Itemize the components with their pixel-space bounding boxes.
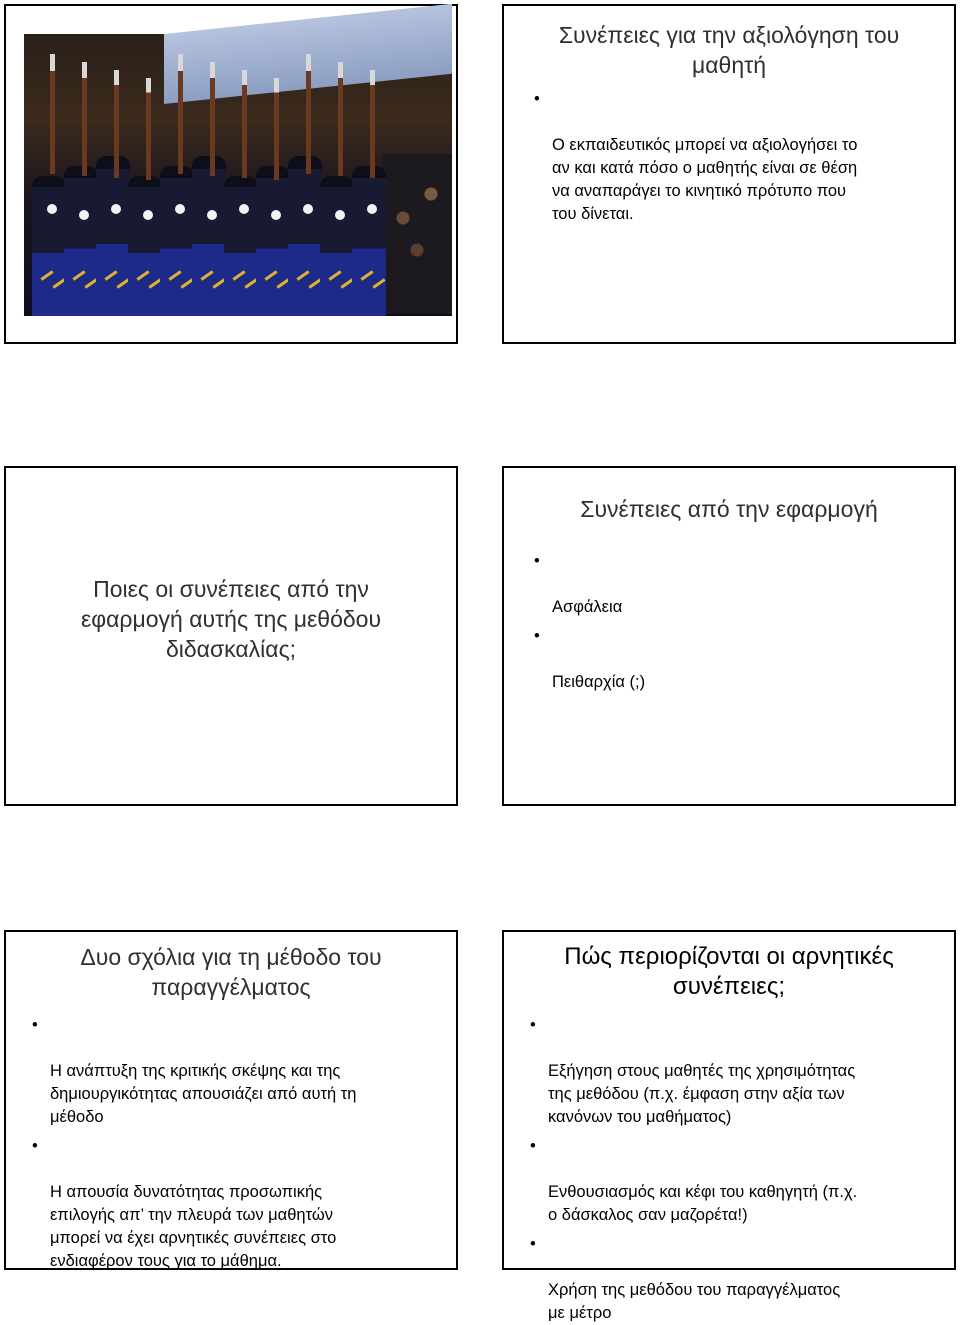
bullet-icon: •	[534, 627, 540, 645]
slide-title: Συνέπειες από την εφαρμογή	[580, 496, 878, 522]
glove	[335, 210, 345, 220]
soldier	[192, 156, 226, 316]
bullet-text: Εξήγηση στους μαθητές της χρησιμότητας της μεθόδου (π.χ. έμφαση στην αξία των κανόνων του μαθήματος)	[548, 1062, 856, 1126]
bullet-text: Η απουσία δυνατότητας προσωπικής επιλογής απ’ την πλευρά των μαθητών μπορεί να έχει αρνητικές συνέπειες στο ενδιαφέρον τους για το μάθημα.	[50, 1183, 337, 1270]
slide-question	[4, 466, 458, 806]
bullet-item	[532, 550, 934, 619]
slide-comments	[4, 930, 458, 1270]
bullet-item	[528, 1135, 940, 1227]
rifle	[274, 78, 279, 180]
bullet-item	[528, 1014, 940, 1129]
slide-title: Ποιες οι συνέπειες από την εφαρμογή αυτής της μεθόδου διδασκαλίας;	[80, 576, 382, 662]
glove	[303, 204, 313, 214]
bullet-icon: •	[530, 1137, 536, 1155]
soldier	[352, 166, 386, 316]
soldier	[288, 156, 322, 316]
bullet-text: Ασφάλεια	[552, 598, 623, 616]
glove	[367, 204, 377, 214]
slide-photo	[4, 4, 458, 344]
bullet-text: Χρήση της μεθόδου του παραγγέλματος με μέτρο	[548, 1281, 841, 1322]
bullet-icon: •	[534, 552, 540, 570]
bullet-icon: •	[530, 1235, 536, 1253]
bullet-icon: •	[32, 1137, 38, 1155]
rifle	[242, 70, 247, 178]
bullet-text: Η ανάπτυξη της κριτικής σκέψης και της δημιουργικότητας απουσιάζει από αυτή τη μέθοδο	[50, 1062, 357, 1126]
crowd	[382, 154, 452, 314]
slide-assessment	[502, 4, 956, 344]
rifle	[146, 78, 151, 180]
bullet-list	[532, 550, 934, 694]
glove	[207, 210, 217, 220]
glove	[239, 204, 249, 214]
soldier	[128, 176, 162, 316]
rifle	[178, 54, 183, 174]
glove	[47, 204, 57, 214]
rifle	[210, 62, 215, 176]
glove	[143, 210, 153, 220]
rifle	[306, 54, 311, 174]
bullet-text: Ενθουσιασμός και κέφι του καθηγητή (π.χ. ο δάσκαλος σαν μαζορέτα!)	[548, 1183, 858, 1224]
rifle	[50, 54, 55, 174]
soldier	[32, 176, 66, 316]
rifle	[370, 70, 375, 178]
bullet-item	[532, 88, 934, 226]
rifle	[338, 62, 343, 176]
soldier	[320, 176, 354, 316]
bullet-text: Πειθαρχία (;)	[552, 673, 646, 691]
soldier	[224, 176, 258, 316]
bullet-list	[532, 88, 934, 226]
bullet-item	[528, 1233, 940, 1325]
bullet-item	[30, 1014, 436, 1129]
bullet-icon: •	[534, 90, 540, 108]
glove	[271, 210, 281, 220]
rifle	[82, 62, 87, 176]
soldier	[96, 156, 130, 316]
honor-guard-photo	[24, 34, 452, 316]
slide-limits	[502, 930, 956, 1322]
glove	[111, 204, 121, 214]
soldier	[256, 166, 290, 316]
soldier	[64, 166, 98, 316]
soldier	[160, 166, 194, 316]
bullet-list	[528, 1014, 940, 1325]
bullet-item	[532, 625, 934, 694]
bullet-text: Ο εκπαιδευτικός μπορεί να αξιολογήσει το αν και κατά πόσο ο μαθητής είναι σε θέση να αναπαράγει το κινητικό πρότυπο που του δίνεται.	[552, 136, 858, 223]
rifle	[114, 70, 119, 178]
glove	[79, 210, 89, 220]
bullet-list	[30, 1014, 436, 1273]
glove	[175, 204, 185, 214]
bullet-item	[30, 1135, 436, 1273]
slide-title: Συνέπειες για την αξιολόγηση του μαθητή	[558, 22, 900, 78]
slide-consequences	[502, 466, 956, 806]
bullet-icon: •	[530, 1016, 536, 1034]
bullet-icon: •	[32, 1016, 38, 1034]
slide-title: Πώς περιορίζονται οι αρνητικές συνέπειες;	[564, 943, 894, 1000]
slide-title: Δυο σχόλια για τη μέθοδο του παραγγέλματος	[80, 944, 382, 1000]
